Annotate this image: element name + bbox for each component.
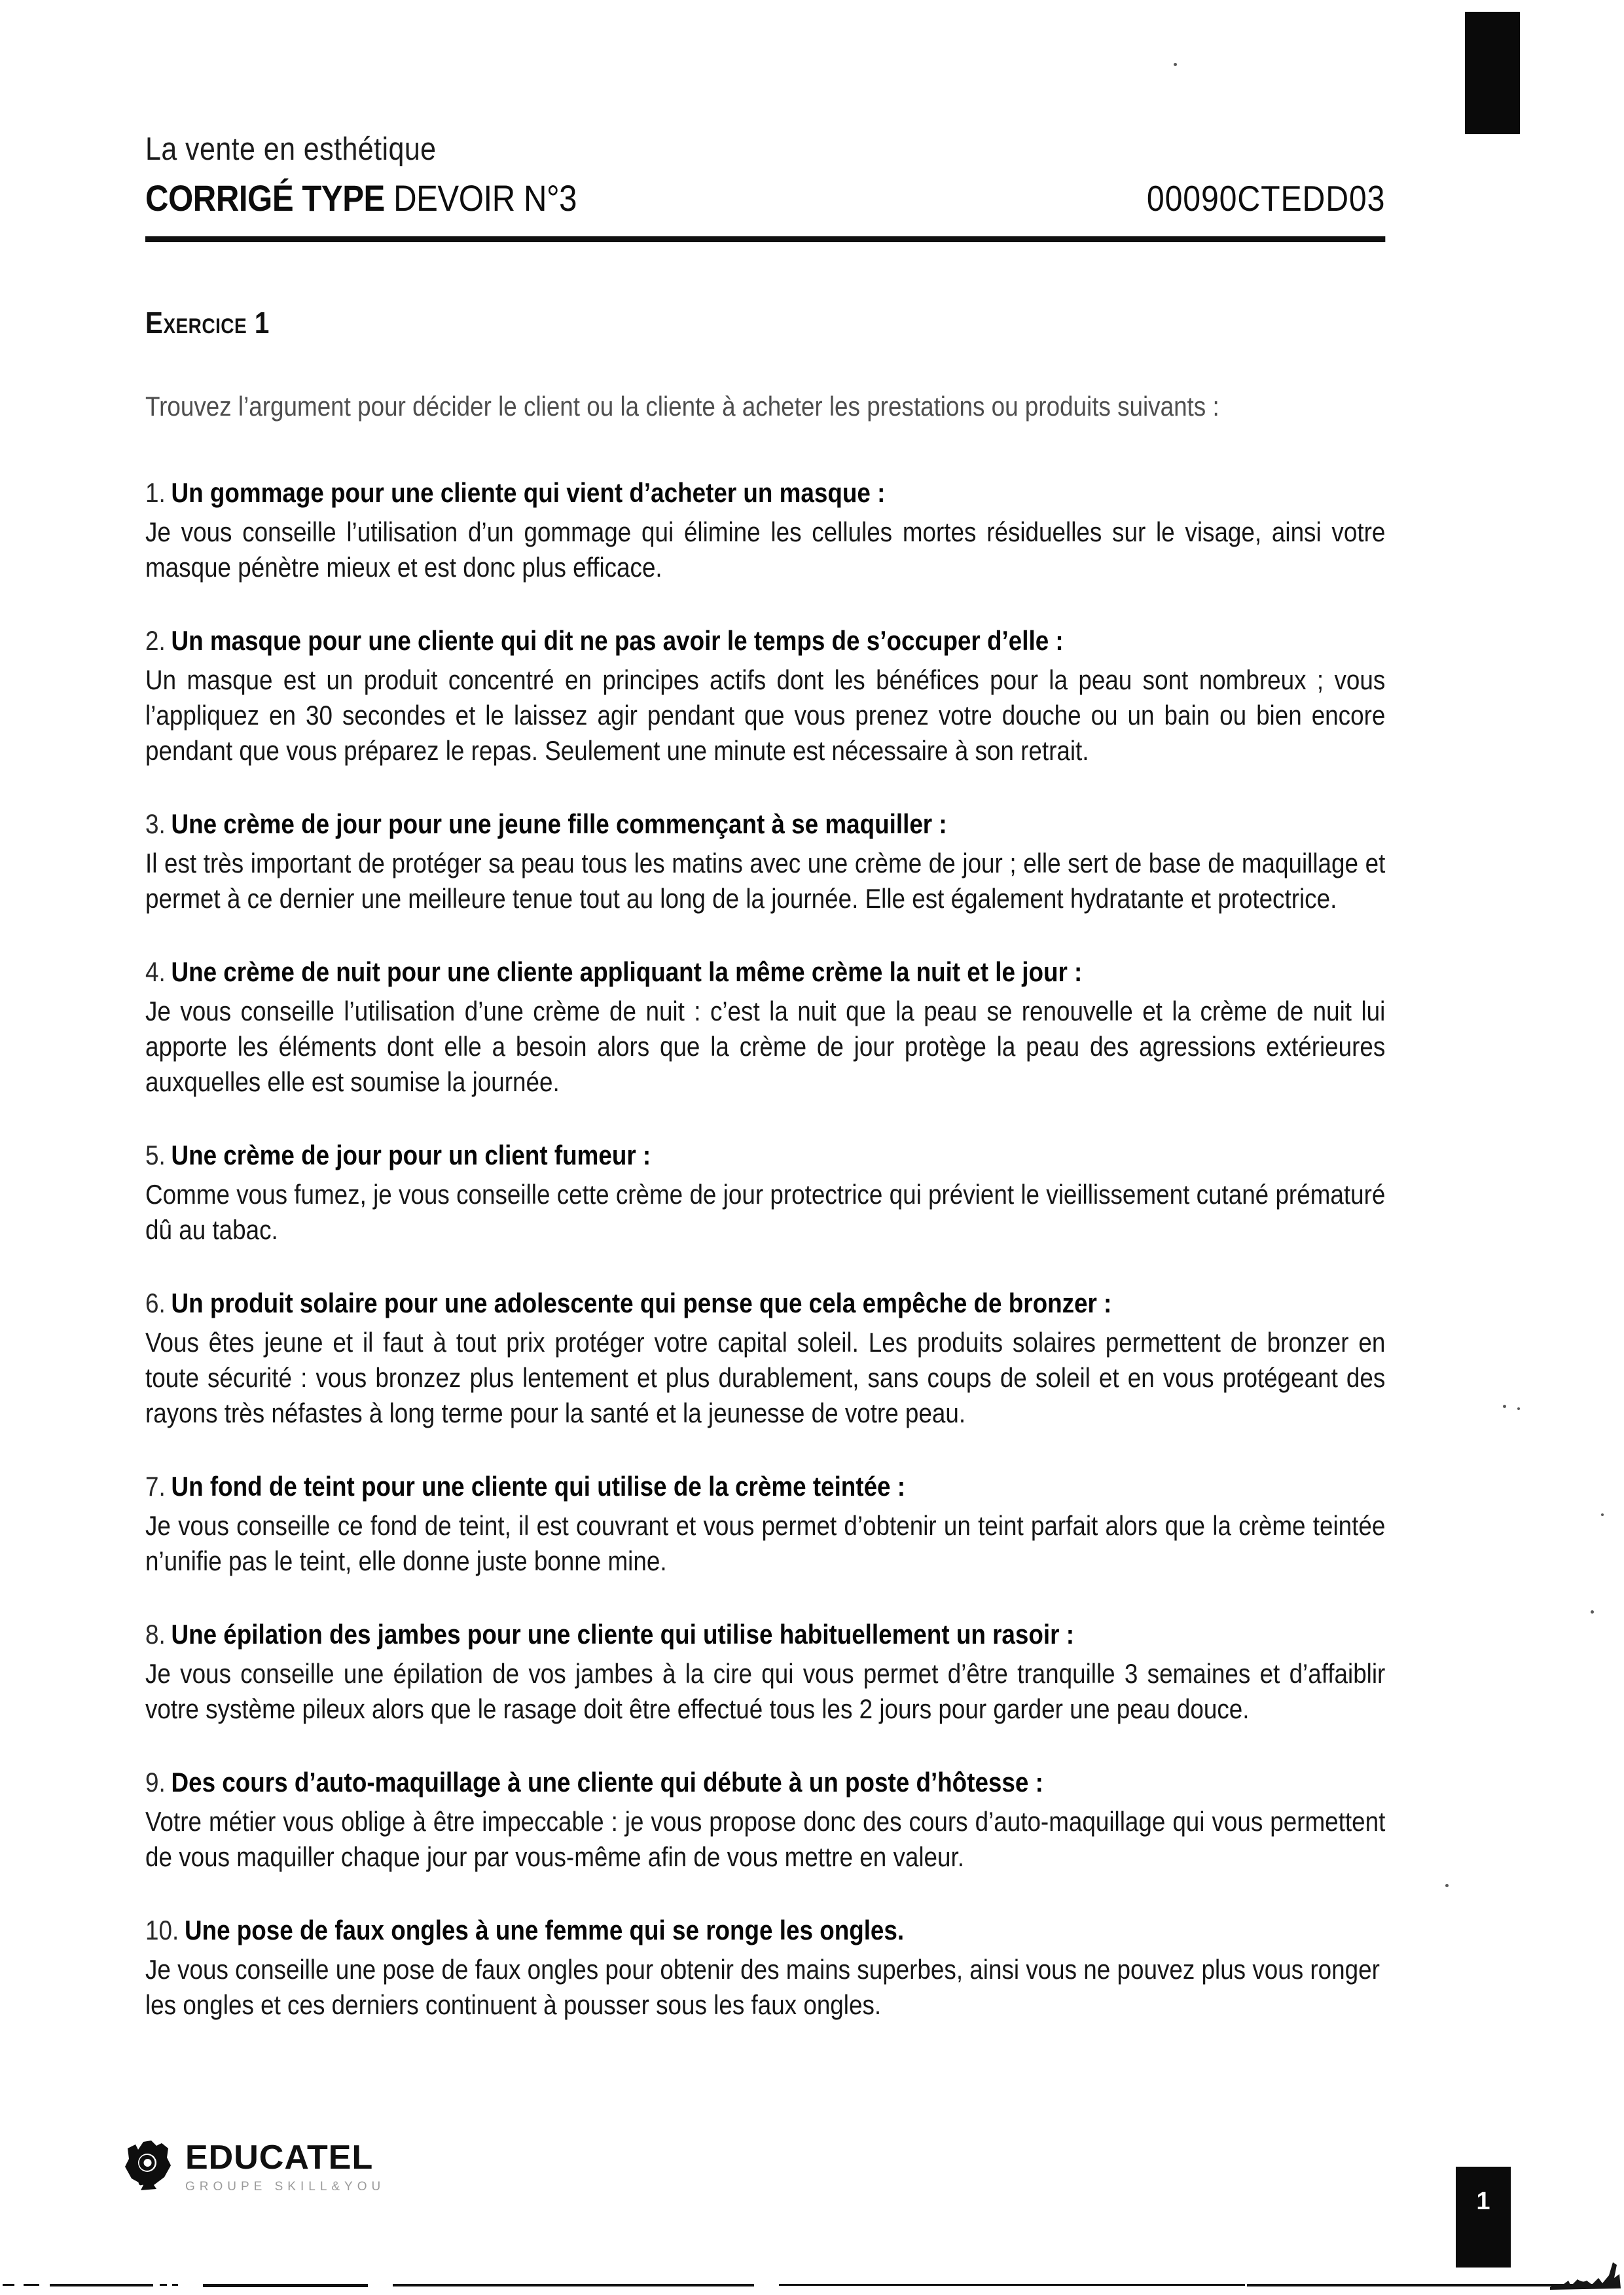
footer-rule-segment [172,2284,178,2286]
item-number: 4. [145,956,166,987]
exercise-item [145,1286,1385,1431]
doc-type [145,177,577,219]
scan-corner-block [1465,12,1520,134]
exercise-intro: Trouvez l’argument pour décider le client ou la cliente à acheter les prestations ou produits suivants : [145,391,1219,422]
item-answer: Vous êtes jeune et il faut à tout prix protéger votre capital soleil. Les produits solaires permettent de bronzer en toute sécurité : vous bronzez plus lentement et plus durablement, sans coups de soleil et en vous protégeant des rayons très néfastes à long terme pour la santé et la jeunesse de votre peau. [145,1327,1386,1428]
item-answer: Je vous conseille une pose de faux ongles pour obtenir des mains superbes, ainsi vous ne pouvez plus vous ronger les ongles et ces derniers continuent à pousser sous les faux ongles. [145,1954,1380,2020]
item-answer: Je vous conseille une épilation de vos jambes à la cire qui vous permet d’être tranquille 3 semaines et d’affaiblir votre système pileux alors que le rasage doit être effectué tous les 2 jours pour garder une peau douce. [145,1658,1386,1724]
item-number: 10. [145,1915,179,1945]
footer-rule-segment [3,2284,14,2286]
item-answer: Je vous conseille l’utilisation d’un gommage qui élimine les cellules mortes résiduelles sur le visage, ainsi votre masque pénètre mieux et est donc plus efficace. [145,516,1386,583]
scan-speck [1601,1513,1604,1516]
page-number: 1 [1476,2188,1490,2215]
item-number: 5. [145,1140,166,1170]
item-title: Une crème de jour pour une jeune fille commençant à se maquiller : [171,808,947,839]
item-title: Un fond de teint pour une cliente qui utilise de la crème teintée : [171,1471,906,1502]
item-heading [145,1913,1385,1948]
exercise-item [145,1913,1385,2023]
footer-rule-segment [160,2284,167,2286]
item-title: Des cours d’auto-maquillage à une cliente qui débute à un poste d’hôtesse : [171,1767,1043,1798]
item-answer: Je vous conseille l’utilisation d’une crème de nuit : c’est la nuit que la peau se renouvelle et la crème de nuit lui apporte les éléments dont elle a besoin alors que la crème de jour protège la peau des agressions extérieures auxquelles elle est soumise la journée. [145,996,1386,1097]
footer-rule-segment [203,2284,368,2287]
footer-rule-segment [779,2284,1245,2286]
item-heading [145,475,1385,511]
footer-rule-segment [24,2284,39,2286]
item-title: Une crème de nuit pour une cliente appliquant la même crème la nuit et le jour : [171,956,1083,987]
header-rule [145,236,1385,242]
item-number: 9. [145,1767,166,1798]
scan-smudge [1549,2249,1622,2291]
exercise-item [145,806,1385,916]
item-title: Une épilation des jambes pour une cliente qui utilise habituellement un rasoir : [171,1619,1074,1650]
item-heading [145,1765,1385,1800]
exercise-item [145,1138,1385,1248]
item-answer: Je vous conseille ce fond de teint, il est couvrant et vous permet d’obtenir un teint parfait alors que la crème teintée n’unifie pas le teint, elle donne juste bonne mine. [145,1510,1386,1576]
item-heading [145,806,1385,842]
brand-name: EDUCATEL [185,2139,374,2177]
item-number: 8. [145,1619,166,1650]
item-title: Un masque pour une cliente qui dit ne pas avoir le temps de s’occuper d’elle : [171,625,1064,656]
item-number: 2. [145,625,166,656]
item-heading [145,1286,1385,1321]
doc-type-number: DEVOIR N°3 [393,177,577,219]
item-heading [145,1138,1385,1173]
course-title: La vente en esthétique [145,132,437,167]
exercise-item [145,475,1385,585]
item-heading [145,623,1385,659]
exercise-item [145,954,1385,1100]
item-title: Un produit solaire pour une adolescente qui pense que cela empêche de bronzer : [171,1288,1112,1318]
item-number: 1. [145,477,166,508]
brand-subtitle: GROUPE SKILL&YOU [185,2180,386,2194]
page-number-badge [1456,2167,1511,2268]
scan-speck [1503,1405,1506,1408]
item-answer: Il est très important de protéger sa peau tous les matins avec une crème de jour ; elle sert de base de maquillage et permet à ce dernier une meilleure tenue tout au long de la journée. Elle est également hydratante et protectrice. [145,848,1386,914]
exercise-item [145,1617,1385,1727]
scan-speck [1445,1884,1449,1887]
item-title: Une pose de faux ongles à une femme qui se ronge les ongles. [184,1915,905,1945]
educatel-crest-icon [121,2139,173,2194]
exercise-item [145,1765,1385,1875]
scan-speck [1174,63,1177,66]
item-number: 3. [145,808,166,839]
scan-speck [1517,1407,1520,1410]
footer-rule-segment [393,2284,754,2286]
item-number: 7. [145,1471,166,1502]
item-answer: Votre métier vous oblige à être impeccable : je vous propose donc des cours d’auto-maquillage qui vous permettent de vous maquiller chaque jour par vous-même afin de vous mettre en valeur. [145,1806,1386,1872]
exercise-item [145,623,1385,768]
item-number: 6. [145,1288,166,1318]
item-title: Une crème de jour pour un client fumeur : [171,1140,651,1170]
exercise-items [145,475,1385,2023]
exercise-item [145,1469,1385,1579]
item-heading [145,954,1385,990]
scan-speck [1591,1610,1594,1614]
exercise-label: Exercice 1 [145,306,270,340]
item-title: Un gommage pour une cliente qui vient d’acheter un masque : [171,477,886,508]
doc-code: 00090CTEDD03 [1146,178,1386,219]
document-header-line [145,177,1385,219]
item-heading [145,1617,1385,1652]
footer-rule-segment [50,2284,153,2286]
document-page [145,111,1385,2061]
doc-type-label: CORRIGÉ TYPE [145,177,385,219]
item-answer: Un masque est un produit concentré en principes actifs dont les bénéfices pour la peau sont nombreux ; vous l’appliquez en 30 secondes et le laissez agir pendant que vous prenez votre douche ou un bain ou bien encore pendant que vous préparez le repas. Seulement une minute est nécessaire à son retrait. [145,664,1386,766]
item-answer: Comme vous fumez, je vous conseille cette crème de jour protectrice qui prévient le vieillissement cutané prématuré dû au tabac. [145,1179,1386,1245]
item-heading [145,1469,1385,1504]
brand-logo [121,2139,385,2194]
